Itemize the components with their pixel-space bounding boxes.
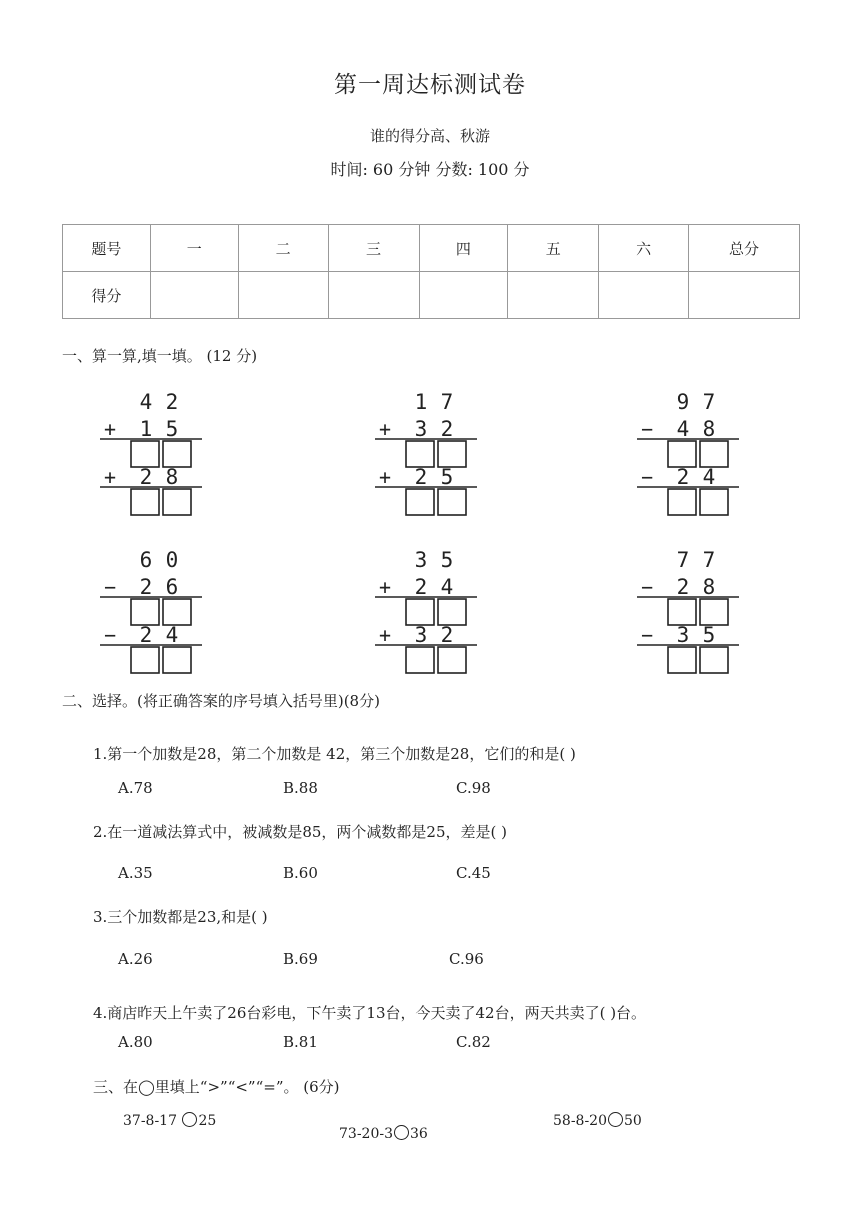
table-cell: 一 <box>150 225 238 272</box>
option-c[interactable]: C.98 <box>456 779 491 797</box>
answer-box[interactable] <box>406 647 434 673</box>
answer-box[interactable] <box>668 599 696 625</box>
digit: 5 <box>440 465 454 489</box>
score-table <box>62 224 800 319</box>
option-c[interactable]: C.96 <box>449 950 484 968</box>
compare-item-2 <box>339 1125 428 1142</box>
table-cell: 题号 <box>63 225 151 272</box>
compare-value: 25 <box>198 1113 217 1129</box>
operator-sign: + <box>378 417 392 441</box>
score-table-header-row <box>63 225 800 272</box>
digit: 2 <box>139 623 153 647</box>
compare-circle-blank[interactable] <box>608 1112 623 1127</box>
answer-box[interactable] <box>668 441 696 467</box>
operator-sign: + <box>103 417 117 441</box>
digit: 5 <box>702 623 716 647</box>
digit: 4 <box>440 575 454 599</box>
digit: 7 <box>440 390 454 414</box>
digit: 2 <box>139 575 153 599</box>
table-cell: 五 <box>508 225 599 272</box>
digit: 1 <box>414 390 428 414</box>
digit: 3 <box>676 623 690 647</box>
operator-sign: + <box>378 465 392 489</box>
table-cell: 三 <box>328 225 419 272</box>
section2-heading: 二、选择。(将正确答案的序号填入括号里)(8分) <box>62 692 380 710</box>
operator-sign: + <box>378 575 392 599</box>
answer-box[interactable] <box>700 599 728 625</box>
question-4: 4.商店昨天上午卖了26台彩电，下午卖了13台，今天卖了42台，两天共卖了( )台。 <box>93 1004 647 1022</box>
operator-sign: − <box>640 465 654 489</box>
digit: 7 <box>702 390 716 414</box>
digit: 2 <box>165 390 179 414</box>
table-cell: 四 <box>419 225 508 272</box>
answer-box[interactable] <box>438 489 466 515</box>
score-input-cell[interactable] <box>238 272 328 319</box>
vertical-calc-problem <box>375 548 485 678</box>
digit: 4 <box>702 465 716 489</box>
digit: 8 <box>165 465 179 489</box>
exam-meta: 时间: 60 分钟 分数: 100 分 <box>330 160 530 179</box>
digit: 4 <box>676 417 690 441</box>
option-b[interactable]: B.88 <box>283 779 318 797</box>
vertical-calc-problem <box>637 390 747 520</box>
operator-sign: + <box>103 465 117 489</box>
compare-expression: 58-8-20 <box>553 1113 607 1129</box>
answer-box[interactable] <box>668 489 696 515</box>
operator-sign: − <box>640 575 654 599</box>
answer-box[interactable] <box>163 489 191 515</box>
option-a[interactable]: A.80 <box>118 1033 153 1051</box>
compare-item-3 <box>553 1112 642 1129</box>
vertical-calc-problem <box>100 390 210 520</box>
score-input-cell[interactable] <box>419 272 508 319</box>
answer-box[interactable] <box>131 599 159 625</box>
answer-box[interactable] <box>163 647 191 673</box>
option-b[interactable]: B.81 <box>283 1033 318 1051</box>
score-table-score-row <box>63 272 800 319</box>
digit: 6 <box>139 548 153 572</box>
compare-item-1 <box>123 1112 216 1129</box>
digit: 8 <box>702 417 716 441</box>
answer-box[interactable] <box>438 599 466 625</box>
option-b[interactable]: B.60 <box>283 864 318 882</box>
answer-box[interactable] <box>163 599 191 625</box>
score-input-cell[interactable] <box>150 272 238 319</box>
option-c[interactable]: C.82 <box>456 1033 491 1051</box>
digit: 7 <box>702 548 716 572</box>
section3-heading: 三、在◯里填上“>”“<”“=”。 (6分) <box>93 1078 340 1096</box>
compare-value: 50 <box>624 1113 642 1129</box>
vertical-calc-problem <box>100 548 210 678</box>
digit: 0 <box>165 548 179 572</box>
compare-circle-blank[interactable] <box>182 1112 197 1127</box>
answer-box[interactable] <box>163 441 191 467</box>
digit: 2 <box>414 575 428 599</box>
answer-box[interactable] <box>438 647 466 673</box>
compare-circle-blank[interactable] <box>394 1125 409 1140</box>
compare-expression: 73-20-3 <box>339 1126 393 1142</box>
operator-sign: − <box>103 623 117 647</box>
digit: 1 <box>139 417 153 441</box>
vertical-calc-problem <box>375 390 485 520</box>
digit: 2 <box>676 575 690 599</box>
digit: 5 <box>165 417 179 441</box>
compare-value: 36 <box>410 1126 428 1142</box>
answer-box[interactable] <box>438 441 466 467</box>
question-1: 1.第一个加数是28，第二个加数是 42，第三个加数是28，它们的和是( ) <box>93 745 576 763</box>
table-cell: 得分 <box>63 272 151 319</box>
option-a[interactable]: A.35 <box>118 864 153 882</box>
operator-sign: + <box>378 623 392 647</box>
digit: 3 <box>414 417 428 441</box>
digit: 2 <box>414 465 428 489</box>
digit: 4 <box>139 390 153 414</box>
answer-box[interactable] <box>700 489 728 515</box>
digit: 2 <box>440 623 454 647</box>
compare-expression: 37-8-17 <box>123 1113 182 1129</box>
vertical-calc-problem <box>637 548 747 678</box>
page-title: 第一周达标测试卷 <box>334 72 526 98</box>
answer-box[interactable] <box>131 647 159 673</box>
answer-box[interactable] <box>668 647 696 673</box>
answer-box[interactable] <box>406 441 434 467</box>
table-cell: 二 <box>238 225 328 272</box>
score-input-cell[interactable] <box>508 272 599 319</box>
table-cell: 总分 <box>689 225 800 272</box>
score-input-cell[interactable] <box>328 272 419 319</box>
option-a[interactable]: A.26 <box>118 950 153 968</box>
table-cell: 六 <box>599 225 689 272</box>
question-3: 3.三个加数都是23,和是( ) <box>93 908 268 926</box>
section1-heading: 一、算一算,填一填。 (12 分) <box>62 347 258 365</box>
digit: 7 <box>676 548 690 572</box>
answer-box[interactable] <box>131 441 159 467</box>
score-input-cell[interactable] <box>689 272 800 319</box>
digit: 3 <box>414 548 428 572</box>
answer-box[interactable] <box>700 441 728 467</box>
operator-sign: − <box>640 623 654 647</box>
digit: 3 <box>414 623 428 647</box>
answer-box[interactable] <box>406 599 434 625</box>
option-b[interactable]: B.69 <box>283 950 318 968</box>
digit: 8 <box>702 575 716 599</box>
answer-box[interactable] <box>131 489 159 515</box>
option-c[interactable]: C.45 <box>456 864 491 882</box>
digit: 6 <box>165 575 179 599</box>
score-input-cell[interactable] <box>599 272 689 319</box>
operator-sign: − <box>103 575 117 599</box>
digit: 4 <box>165 623 179 647</box>
digit: 2 <box>440 417 454 441</box>
digit: 2 <box>139 465 153 489</box>
option-a[interactable]: A.78 <box>118 779 153 797</box>
digit: 9 <box>676 390 690 414</box>
answer-box[interactable] <box>700 647 728 673</box>
digit: 2 <box>676 465 690 489</box>
answer-box[interactable] <box>406 489 434 515</box>
page-subtitle: 谁的得分高、秋游 <box>369 127 490 145</box>
question-2: 2.在一道减法算式中，被减数是85，两个减数都是25，差是( ) <box>93 823 507 841</box>
digit: 5 <box>440 548 454 572</box>
operator-sign: − <box>640 417 654 441</box>
